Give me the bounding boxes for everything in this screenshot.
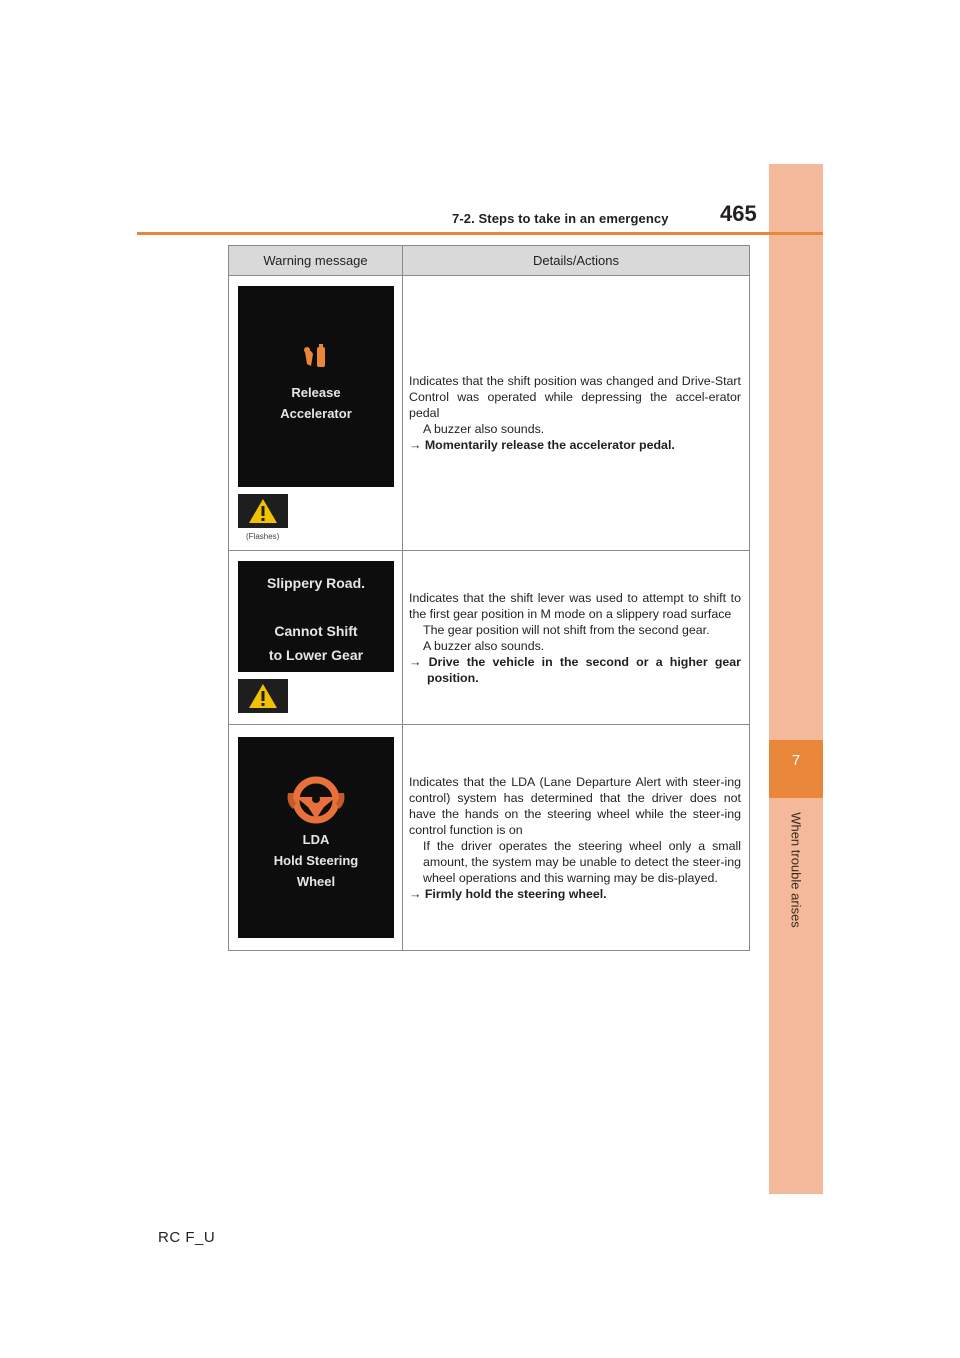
display-screen-slippery-road bbox=[238, 561, 394, 672]
table-row bbox=[229, 551, 750, 725]
screen-text-line: Release bbox=[291, 385, 341, 400]
model-code: RC F_U bbox=[158, 1229, 216, 1246]
details-text: Indicates that the LDA (Lane Departure Alert with steer-ing control) system has determined that the driver does not have the hands on the steering wheel while the steer-ing control function is on bbox=[409, 774, 741, 837]
details-note: A buzzer also sounds. bbox=[423, 422, 545, 436]
chapter-number: 7 bbox=[791, 752, 801, 769]
screen-text-line: to Lower Gear bbox=[268, 647, 364, 663]
details-note: A buzzer also sounds. bbox=[423, 638, 545, 653]
page-number: 465 bbox=[720, 201, 757, 226]
details-cell bbox=[403, 725, 750, 951]
warning-image-cell bbox=[229, 276, 403, 551]
col-header-details: Details/Actions bbox=[403, 246, 750, 276]
details-note: If the driver operates the steering wheel only a small amount, the system may be unable to detect the steer-ing wheel operations and this warning may be dis-played. bbox=[423, 838, 741, 885]
details-action: → Firmly hold the steering wheel. bbox=[409, 886, 607, 901]
screen-text-line: Slippery Road. bbox=[266, 575, 366, 591]
screen-text-line: Cannot Shift bbox=[274, 623, 358, 639]
details-note: The gear position will not shift from the second gear. bbox=[423, 622, 710, 637]
details-action: → Drive the vehicle in the second or a higher gear position. bbox=[409, 654, 741, 685]
section-title: 7-2. Steps to take in an emergency bbox=[452, 211, 669, 226]
details-cell bbox=[403, 276, 750, 551]
master-warning-indicator bbox=[238, 679, 288, 713]
screen-text-line: LDA bbox=[302, 832, 330, 847]
flashes-label: (Flashes) bbox=[246, 532, 280, 541]
chapter-number-tab bbox=[769, 740, 823, 798]
header-rule bbox=[137, 232, 823, 235]
warning-triangle-icon bbox=[248, 683, 278, 709]
accelerator-pedal-icon bbox=[301, 342, 331, 372]
chapter-side-tab bbox=[769, 164, 823, 1194]
warning-triangle-icon bbox=[248, 498, 278, 524]
details-cell bbox=[403, 551, 750, 725]
screen-text-line: Accelerator bbox=[280, 406, 352, 421]
screen-text-line: Wheel bbox=[296, 874, 336, 889]
screen-text-line: Hold Steering bbox=[273, 853, 359, 868]
details-text: Indicates that the shift lever was used to attempt to shift to the first gear position in M mode on a slippery road surface bbox=[409, 590, 741, 621]
col-header-warning: Warning message bbox=[229, 246, 403, 276]
warning-image-cell bbox=[229, 725, 403, 951]
chapter-label: When trouble arises bbox=[788, 812, 804, 928]
warning-image-cell bbox=[229, 551, 403, 725]
details-text: Indicates that the shift position was changed and Drive-Start Control was operated while depressing the accel-erator pedal bbox=[409, 374, 741, 420]
table-row bbox=[229, 725, 750, 951]
details-action: → Momentarily release the accelerator pedal. bbox=[409, 438, 675, 452]
warning-message-table bbox=[228, 245, 750, 951]
table-header-row bbox=[229, 246, 750, 276]
table-row bbox=[229, 276, 750, 551]
master-warning-indicator bbox=[238, 494, 288, 528]
display-screen-release-accelerator bbox=[238, 286, 394, 487]
display-screen-lda bbox=[238, 737, 394, 938]
steering-wheel-hands-icon bbox=[284, 775, 348, 825]
